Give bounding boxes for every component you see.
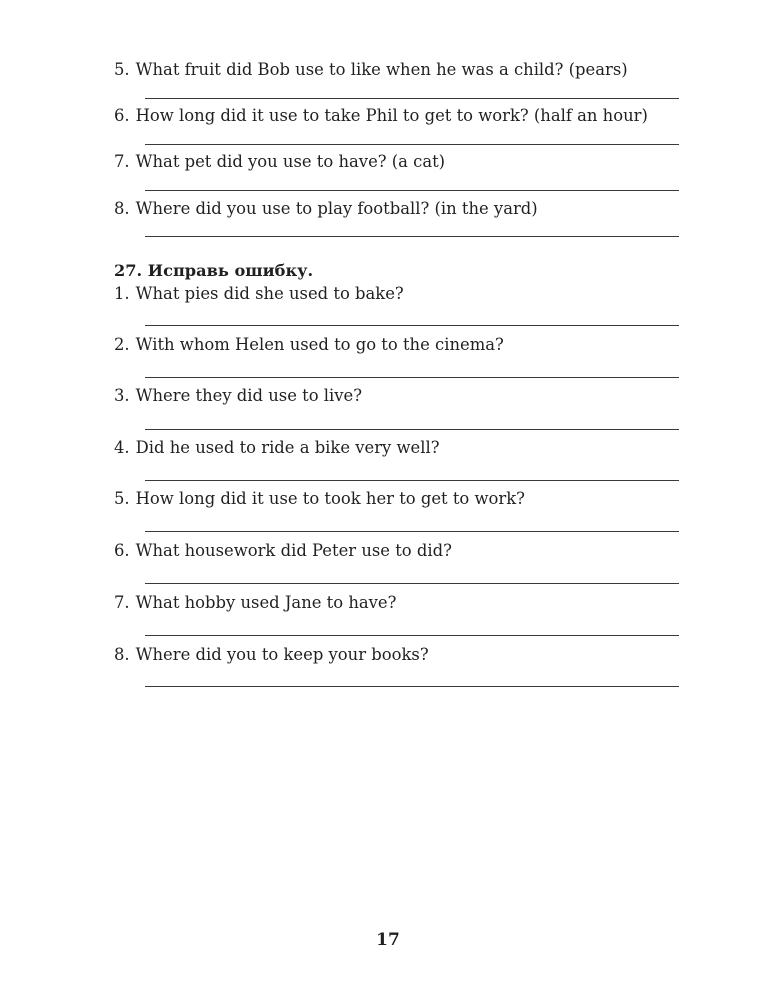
question-text: Where did you to keep your books? — [135, 645, 429, 664]
question-number: 7. — [114, 152, 130, 171]
question-number: 8. — [114, 199, 130, 218]
question-number: 6. — [114, 541, 130, 560]
question-text: What fruit did Bob use to like when he was a child? (pears) — [135, 60, 628, 79]
question-number: 2. — [114, 335, 130, 354]
question-number: 6. — [114, 106, 130, 125]
question-number: 4. — [114, 438, 130, 457]
question-5 — [114, 60, 680, 80]
answer-line[interactable] — [145, 480, 679, 481]
question-text: What pies did she used to bake? — [135, 284, 404, 303]
question-text: What pet did you use to have? (a cat) — [135, 152, 446, 171]
page-number: 17 — [376, 930, 400, 950]
question-7 — [114, 593, 680, 613]
question-text: How long did it use to take Phil to get to work? (half an hour) — [135, 106, 648, 125]
question-number: 5. — [114, 60, 130, 79]
question-4 — [114, 438, 680, 458]
answer-line[interactable] — [145, 686, 679, 687]
question-6 — [114, 541, 680, 561]
answer-line[interactable] — [145, 236, 679, 237]
question-3 — [114, 386, 680, 406]
question-number: 3. — [114, 386, 130, 405]
question-1 — [114, 284, 680, 304]
question-text: With whom Helen used to go to the cinema? — [135, 335, 504, 354]
answer-line[interactable] — [145, 325, 679, 326]
question-text: What hobby used Jane to have? — [135, 593, 397, 612]
question-number: 8. — [114, 645, 130, 664]
answer-line[interactable] — [145, 98, 679, 99]
question-text: What housework did Peter use to did? — [135, 541, 452, 560]
question-text: Did he used to ride a bike very well? — [135, 438, 440, 457]
answer-line[interactable] — [145, 377, 679, 378]
question-6 — [114, 106, 680, 126]
answer-line[interactable] — [145, 583, 679, 584]
question-2 — [114, 335, 680, 355]
question-8 — [114, 645, 680, 665]
question-text: Where did you use to play football? (in the yard) — [135, 199, 538, 218]
question-text: Where they did use to live? — [135, 386, 363, 405]
question-number: 1. — [114, 284, 130, 303]
question-number: 7. — [114, 593, 130, 612]
question-number: 5. — [114, 489, 130, 508]
question-8 — [114, 199, 680, 219]
answer-line[interactable] — [145, 144, 679, 145]
question-5 — [114, 489, 680, 509]
exercise-heading: 27. Исправь ошибку. — [114, 261, 314, 280]
question-7 — [114, 152, 680, 172]
answer-line[interactable] — [145, 429, 679, 430]
answer-line[interactable] — [145, 531, 679, 532]
question-text: How long did it use to took her to get to work? — [135, 489, 525, 508]
answer-line[interactable] — [145, 635, 679, 636]
answer-line[interactable] — [145, 190, 679, 191]
